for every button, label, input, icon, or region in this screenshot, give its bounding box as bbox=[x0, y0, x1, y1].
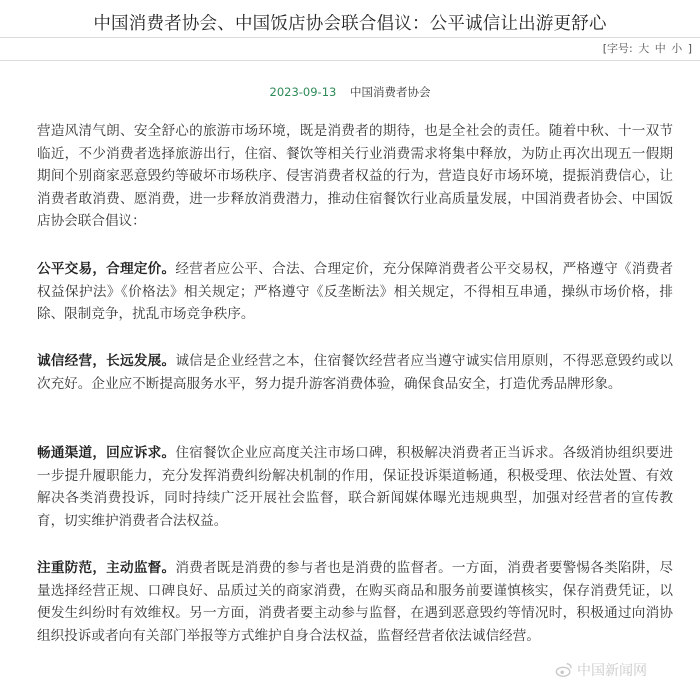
font-size-large-link[interactable]: 大 bbox=[638, 42, 650, 55]
paragraph-text: 消费者既是消费的参与者也是消费的监督者。一方面，消费者要警惕各类陷阱，尽量选择经营正规、口碑良好、品质过关的商家消费，在购买商品和服务前要谨慎核实，保存消费凭证，以便发生纠纷时有效维权。另一方面，消费者要主动参与监督，在遇到恶意毁约等情况时，积极通过向消协组织投诉或者向有关部门举报等方式维护自身合法权益，监督经营者依法诚信经营。 bbox=[37, 560, 673, 644]
article-paragraph bbox=[37, 442, 673, 532]
article-paragraph bbox=[37, 557, 673, 647]
intro-paragraph bbox=[37, 120, 673, 233]
watermark-text: 中国新闻网 bbox=[577, 663, 647, 679]
paragraph-text: 住宿餐饮企业应高度关注市场口碑，积极解决消费者正当诉求。各级消协组织要进一步提升履职能力，充分发挥消费纠纷解决机制的作用，保证投诉渠道畅通，积极受理、依法处置、有效解决各类消费投诉，同时持续广泛开展社会监督，联合新闻媒体曝光违规典型，加强对经营者的宣传教育，切实维护消费者合法权益。 bbox=[37, 445, 673, 529]
font-size-medium-link[interactable]: 中 bbox=[654, 42, 666, 55]
paragraph-lead: 公平交易，合理定价。 bbox=[37, 261, 176, 277]
paragraph-text: 经营者应公平、合法、合理定价，充分保障消费者公平交易权，严格遵守《消费者权益保护法》《价格法》相关规定；严格遵守《反垄断法》相关规定，不得相互串通，操纵市场价格，排除、限制竞争，扰乱市场竞争秩序。 bbox=[37, 261, 673, 322]
page-title: 中国消费者协会、中国饭店协会联合倡议：公平诚信让出游更舒心 bbox=[93, 14, 607, 34]
paragraph-lead: 注重防范，主动监督。 bbox=[37, 560, 176, 576]
paragraph-lead: 畅通渠道，回应诉求。 bbox=[37, 445, 176, 461]
article-source: 中国消费者协会 bbox=[350, 85, 431, 99]
paragraph-text: 营造风清气朗、安全舒心的旅游市场环境，既是消费者的期待，也是全社会的责任。随着中秋、十一双节临近，不少消费者选择旅游出行，住宿、餐饮等相关行业消费需求将集中释放，为防止再次出现五一假期期间个别商家恶意毁约等破坏市场秩序、侵害消费者权益的行为，营造良好市场环境，提振消费信心，让消费者敢消费、愿消费，进一步释放消费潜力，推动住宿餐饮行业高质量发展，中国消费者协会、中国饭店协会联合倡议： bbox=[37, 123, 673, 229]
paragraph-lead: 诚信经营，长远发展。 bbox=[37, 353, 176, 369]
article-paragraph bbox=[37, 350, 673, 395]
font-size-small-link[interactable]: 小 bbox=[671, 42, 683, 55]
publish-date: 2023-09-13 bbox=[269, 85, 337, 99]
font-size-bar bbox=[0, 37, 700, 61]
article-paragraph bbox=[37, 258, 673, 326]
watermark bbox=[555, 660, 647, 680]
weibo-icon bbox=[555, 661, 573, 679]
font-size-label: [字号: bbox=[602, 42, 633, 55]
font-size-close-bracket: ] bbox=[687, 42, 692, 55]
font-size-selector bbox=[601, 40, 692, 56]
paragraph-text: 诚信是企业经营之本，住宿餐饮经营者应当遵守诚实信用原则，不得恶意毁约或以次充好。企业应不断提高服务水平，努力提升游客消费体验，确保食品安全，打造优秀品牌形象。 bbox=[37, 353, 673, 392]
article-meta bbox=[0, 84, 700, 100]
